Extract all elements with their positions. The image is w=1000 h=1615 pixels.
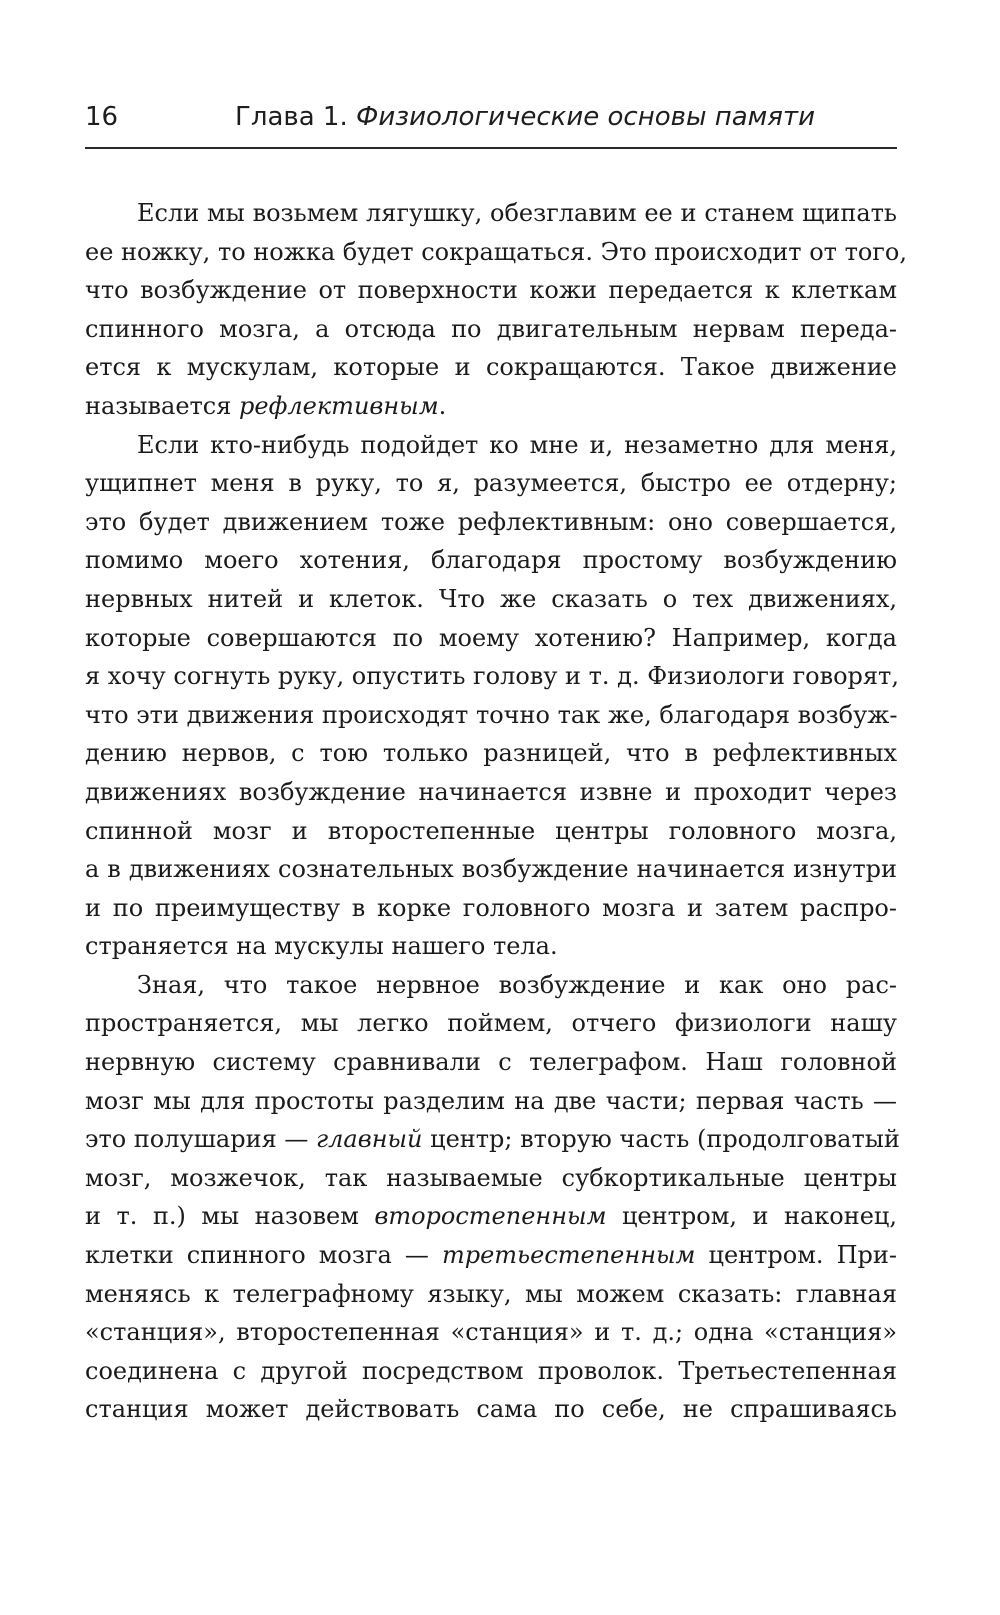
page-number: 16 — [85, 102, 119, 132]
body-text — [85, 194, 907, 1429]
text-run: называется — [85, 391, 240, 420]
emphasized-term: второстепенным — [374, 1202, 607, 1231]
text-line: пространяется, мы легко поймем, отчего физиологи нашу — [85, 1009, 897, 1038]
text-run: центр; вторую часть (продолговатый — [422, 1125, 900, 1154]
text-line: «станция», второстепенная «станция» и т. д.; одна «станция» — [85, 1318, 897, 1347]
text-run: центром. При- — [695, 1241, 897, 1270]
text-line: и по преимуществу в корке головного мозга и затем распро- — [85, 893, 897, 922]
text-line: ется к мускулам, которые и сокращаются. Такое движение — [85, 353, 897, 382]
paragraph — [85, 966, 900, 1429]
text-line: которые совершаются по моему хотению? Например, когда — [85, 623, 897, 652]
text-line: что возбуждение от поверхности кожи передается к клеткам — [85, 276, 897, 305]
text-line: ущипнет меня в руку, то я, разумеется, быстро ее отдерну; — [85, 469, 897, 498]
text-line: мозг, мозжечок, так называемые субкортикальные центры — [85, 1163, 897, 1192]
text-line: нервную систему сравнивали с телеграфом. Наш головной — [85, 1048, 897, 1077]
text-line: помимо моего хотения, благодаря простому возбуждению — [85, 546, 897, 575]
text-line: движениях возбуждение начинается извне и проходит через — [85, 777, 897, 806]
text-line: я хочу согнуть руку, опустить голову и т. д. Физиологи говорят, — [85, 662, 899, 691]
text-line — [85, 1197, 897, 1236]
running-head — [85, 100, 897, 140]
paragraph — [85, 426, 897, 966]
text-run: . — [438, 391, 447, 420]
text-line: станция может действовать сама по себе, не спрашиваясь — [85, 1395, 897, 1424]
text-line: что эти движения происходят точно так же, благодаря возбуж- — [85, 700, 898, 729]
text-run: и т. п.) мы назовем — [85, 1202, 375, 1231]
text-line: страняется на мускулы нашего тела. — [85, 932, 558, 961]
header-rule — [85, 147, 897, 149]
paragraph — [85, 194, 907, 426]
text-line: спинного мозга, а отсюда по двигательным нервам переда- — [85, 314, 897, 343]
text-line: Если кто-нибудь подойдет ко мне и, незаметно для меня, — [137, 430, 897, 459]
text-line — [85, 387, 897, 426]
emphasized-term: главный — [316, 1125, 423, 1154]
text-line: спинной мозг и второстепенные центры головного мозга, — [85, 816, 897, 845]
text-line: меняясь к телеграфному языку, мы можем сказать: главная — [85, 1279, 897, 1308]
text-line: Если мы возьмем лягушку, обезглавим ее и станем щипать — [137, 199, 897, 227]
text-run: центром, и наконец, — [606, 1202, 897, 1231]
emphasized-term: третьестепенным — [441, 1241, 696, 1270]
text-line: Зная, что такое нервное возбуждение и как оно рас- — [137, 970, 897, 999]
text-line: ее ножку, то ножка будет сокращаться. Это происходит от того, — [85, 237, 907, 266]
text-line: а в движениях сознательных возбуждение начинается изнутри — [85, 855, 897, 884]
text-line: дению нервов, с тою только разницей, что в рефлективных — [85, 739, 897, 768]
chapter-label: Глава 1. — [235, 102, 348, 132]
text-line — [85, 1120, 900, 1159]
text-line: нервных нитей и клеток. Что же сказать о тех движениях, — [85, 584, 897, 613]
book-page — [85, 0, 907, 1615]
text-line: мозг мы для простоты разделим на две части; первая часть — — [85, 1086, 897, 1115]
emphasized-term: рефлективным — [239, 391, 439, 420]
text-line — [85, 1236, 897, 1275]
chapter-heading — [235, 102, 815, 132]
text-run: клетки спинного мозга — — [85, 1241, 442, 1270]
text-run: это полушария — — [85, 1125, 316, 1154]
text-line: соединена с другой посредством проволок. Третьестепенная — [85, 1356, 897, 1385]
chapter-title: Физиологические основы памяти — [356, 102, 815, 132]
text-line: это будет движением тоже рефлективным: оно совершается, — [85, 507, 897, 536]
